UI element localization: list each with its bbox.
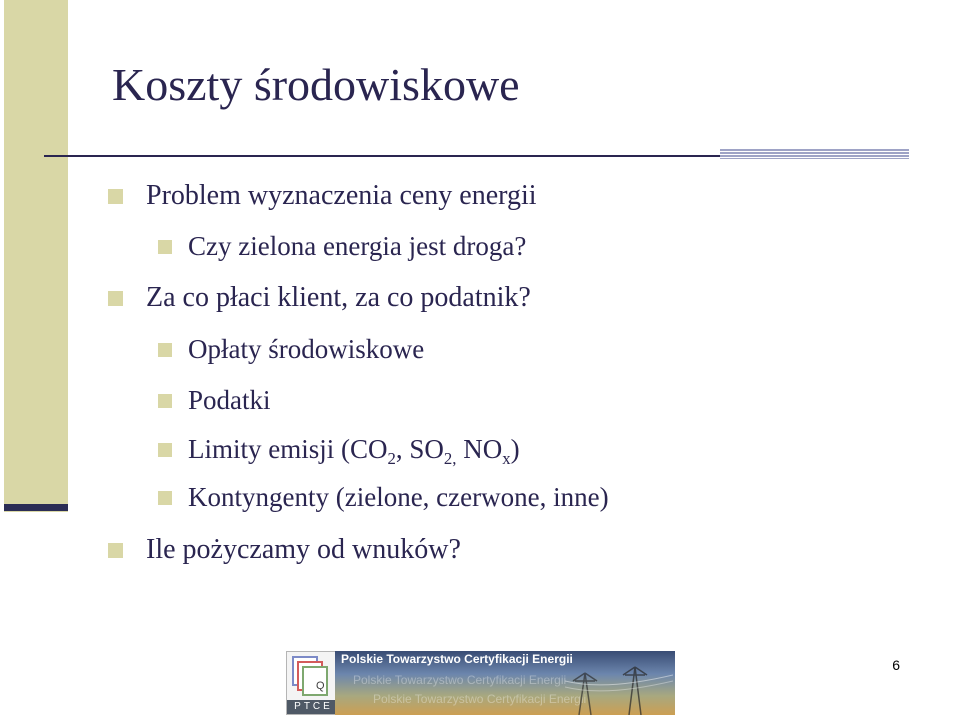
- bullet-square-icon: [158, 491, 172, 505]
- power-line-icon: [565, 663, 673, 715]
- bullet-text: Opłaty środowiskowe: [188, 334, 425, 364]
- bullet-emission-limits: [158, 434, 520, 468]
- bullet-square-icon: [158, 240, 172, 254]
- emission-middle: , SO: [395, 434, 444, 464]
- bullet-square-icon: [108, 291, 123, 306]
- logo-q-mark: Q: [316, 680, 325, 692]
- title-underline-accent: [720, 149, 909, 159]
- logo-acronym: PTCE: [287, 700, 340, 714]
- bullet-text: Ile pożyczamy od wnuków?: [146, 534, 461, 565]
- bullet-environmental-fees: [158, 336, 424, 363]
- banner-title: Polskie Towarzystwo Certyfikacji Energii: [341, 652, 573, 666]
- bullet-text: Kontyngenty (zielone, czerwone, inne): [188, 482, 609, 512]
- nox-subscript: x: [502, 448, 511, 468]
- ptce-logo: [286, 651, 341, 715]
- bullet-square-icon: [108, 189, 123, 204]
- left-accent-bar-bottom: [4, 504, 68, 511]
- page-number: 6: [892, 657, 900, 673]
- bullet-square-icon: [158, 443, 172, 457]
- emission-limits-text: [188, 434, 520, 468]
- left-accent-bar: [4, 0, 68, 512]
- bullet-text: Podatki: [188, 385, 271, 415]
- bullet-square-icon: [108, 543, 123, 558]
- emission-suffix: ): [510, 434, 520, 464]
- bullet-borrow-from-grandchildren: [108, 536, 461, 564]
- title-underline: [44, 155, 720, 157]
- bullet-square-icon: [158, 394, 172, 408]
- bullet-text: Za co płaci klient, za co podatnik?: [146, 282, 531, 313]
- bullet-quotas: [158, 484, 609, 511]
- bullet-green-energy: [158, 233, 526, 260]
- bullet-problem: [108, 182, 537, 210]
- bullet-taxes: [158, 387, 271, 414]
- slide-title: Koszty środowiskowe: [112, 59, 520, 110]
- co2-subscript: 2: [387, 448, 396, 468]
- bullet-text: Problem wyznaczenia ceny energii: [146, 180, 537, 211]
- banner-ghost-text: Polskie Towarzystwo Certyfikacji Energii: [373, 692, 587, 706]
- emission-prefix: Limity emisji (CO: [188, 434, 388, 464]
- bullet-who-pays: [108, 284, 531, 312]
- bullet-text: Czy zielona energia jest droga?: [188, 231, 527, 261]
- banner-ghost-text: Polskie Towarzystwo Certyfikacji Energii: [353, 673, 567, 687]
- bullet-square-icon: [158, 343, 172, 357]
- footer-banner: [335, 651, 675, 715]
- emission-middle-2: NO: [456, 434, 503, 464]
- so2-subscript: 2,: [443, 448, 457, 468]
